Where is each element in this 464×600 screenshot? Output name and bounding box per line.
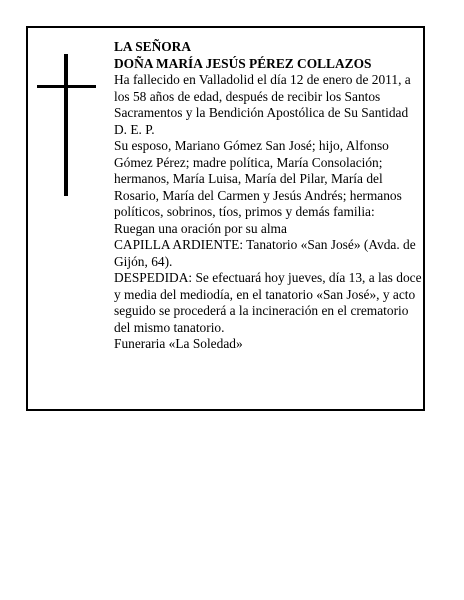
obituary-text-block — [114, 39, 428, 353]
cross-horizontal-bar — [37, 85, 96, 88]
death-announcement: Ha fallecido en Valladolid el día 12 de enero de 2011, a los 58 años de edad, después de recibir los Santos Sacramentos y la Bendición Apostólica de Su Santidad — [114, 72, 411, 120]
deceased-name: DOÑA MARÍA JESÚS PÉREZ COLLAZOS — [114, 55, 372, 71]
chapel-info: CAPILLA ARDIENTE: Tanatorio «San José» (Avda. de Gijón, 64). — [114, 237, 416, 269]
notice-title: LA SEÑORA — [114, 39, 192, 54]
funeral-home: Funeraria «La Soledad» — [114, 336, 243, 351]
family-list: Su esposo, Mariano Gómez San José; hijo, Alfonso Gómez Pérez; madre política, María Consolación; hermanos, María Luisa, María del Pilar, María del Rosario, María del Carmen y Jesús Andrés; hermanos políticos, sobrinos, tíos, primos y demás familia: — [114, 138, 402, 219]
rest-in-peace: D. E. P. — [114, 121, 155, 137]
cross-vertical-bar — [64, 54, 68, 196]
farewell-info: DESPEDIDA: Se efectuará hoy jueves, día 13, a las doce y media del mediodía, en el tanatorio «San José», y acto seguido se procederá a la incineración en el crematorio del mismo tanatorio. — [114, 270, 422, 335]
prayer-request: Ruegan una oración por su alma — [114, 220, 287, 236]
